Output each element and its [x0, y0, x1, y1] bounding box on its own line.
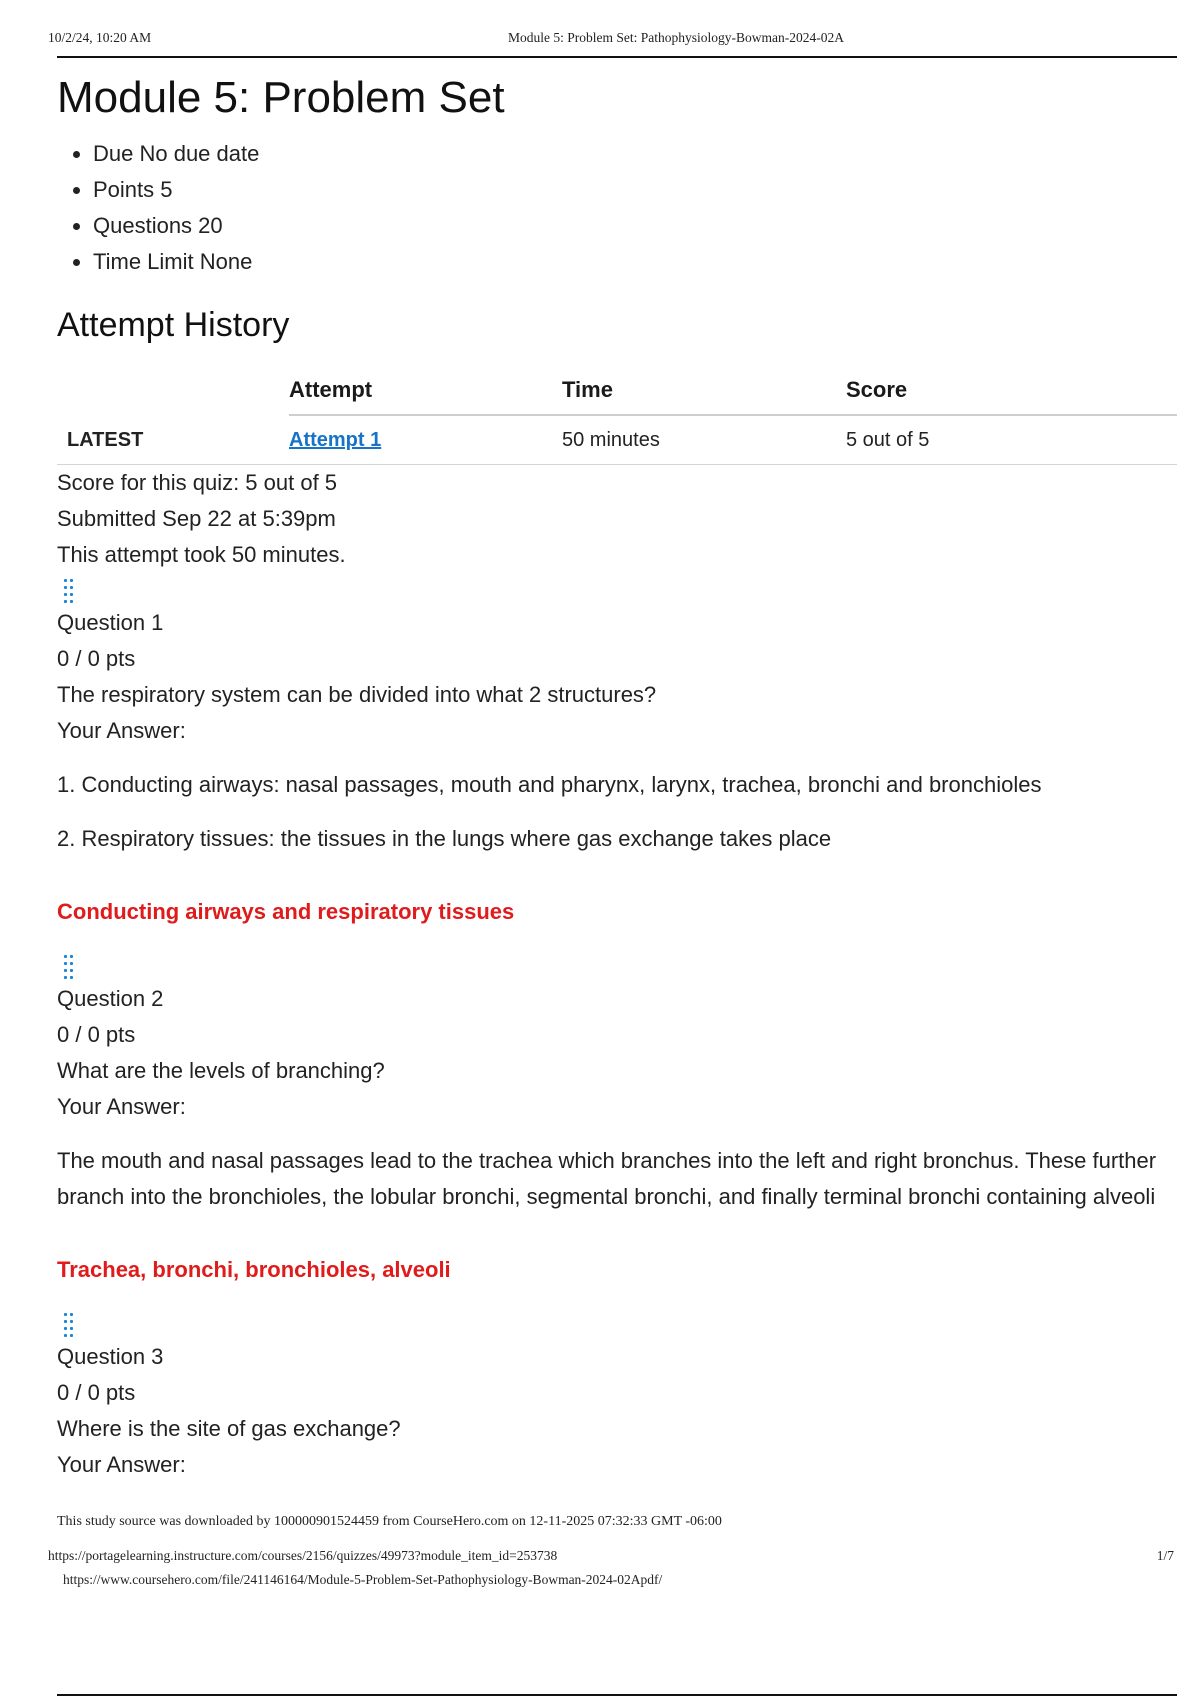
source-url[interactable]: https://www.coursehero.com/file/241146164/Module-5-Problem-Set-Pathophysiology-Bowman-2024-02Apdf/ — [63, 1572, 663, 1587]
answer-paragraph: 1. Conducting airways: nasal passages, mouth and pharynx, larynx, trachea, bronchi and bronchioles — [57, 772, 1042, 797]
attempt-link[interactable]: Attempt 1 — [289, 428, 382, 451]
question-prompt: The respiratory system can be divided into what 2 structures? — [57, 682, 657, 707]
correct-answer: Conducting airways and respiratory tissues — [57, 899, 515, 924]
table-row — [57, 415, 1177, 465]
correct-answer: Trachea, bronchi, bronchioles, alveoli — [57, 1257, 451, 1282]
attempt-history-title: Attempt History — [57, 306, 290, 344]
question-label: Question 2 — [57, 986, 164, 1011]
download-notice: This study source was downloaded by 100000901524459 from CourseHero.com on 12-11-2025 07:32:33 GMT -06:00 — [57, 1514, 722, 1529]
meta-questions: • Questions 20 — [93, 208, 1177, 244]
print-datetime: 10/2/24, 10:20 AM — [48, 30, 152, 45]
question-label: Question 3 — [57, 1344, 164, 1369]
page-url[interactable]: https://portagelearning.instructure.com/courses/2156/quizzes/49973?module_item_id=253738 — [48, 1548, 558, 1563]
question-1 — [57, 579, 1177, 927]
quiz-score: Score for this quiz: 5 out of 5 — [57, 470, 338, 495]
latest-tag: LATEST — [57, 415, 289, 465]
question-label: Question 1 — [57, 610, 164, 635]
page-number: 1/7 — [1156, 1548, 1174, 1563]
attempt-duration: This attempt took 50 minutes. — [57, 542, 346, 567]
table-header-row — [57, 366, 1177, 415]
your-answer-label: Your Answer: — [57, 1452, 186, 1477]
column-header-score: Score — [846, 366, 1177, 415]
score-cell: 5 out of 5 — [846, 415, 1177, 465]
time-cell: 50 minutes — [562, 415, 846, 465]
question-prompt: Where is the site of gas exchange? — [57, 1416, 401, 1441]
quiz-meta-list — [57, 136, 1177, 280]
header-divider — [57, 56, 1177, 58]
meta-time-limit: • Time Limit None — [93, 244, 1177, 280]
quiz-content — [57, 72, 1177, 1483]
attempt-history-table — [57, 366, 1177, 465]
print-header — [48, 30, 1176, 50]
answer-paragraph: The mouth and nasal passages lead to the trachea which branches into the left and right bronchus. These further branch into the bronchioles, the lobular bronchi, segmental bronchi, and finally terminal bronchi containing alveoli — [57, 1148, 1157, 1209]
question-points: 0 / 0 pts — [57, 1380, 136, 1405]
your-answer-label: Your Answer: — [57, 718, 186, 743]
drag-handle-icon[interactable] — [64, 579, 76, 603]
attempt-cell — [289, 415, 562, 465]
question-points: 0 / 0 pts — [57, 646, 136, 671]
question-points: 0 / 0 pts — [57, 1022, 136, 1047]
meta-due: • Due No due date — [93, 136, 1177, 172]
your-answer-label: Your Answer: — [57, 1094, 186, 1119]
column-header-blank — [57, 366, 289, 415]
column-header-attempt: Attempt — [289, 366, 562, 415]
answer-paragraph: 2. Respiratory tissues: the tissues in the lungs where gas exchange takes place — [57, 826, 832, 851]
submitted-date: Submitted Sep 22 at 5:39pm — [57, 506, 336, 531]
question-3 — [57, 1313, 1177, 1483]
question-2 — [57, 955, 1177, 1285]
page-title: Module 5: Problem Set — [57, 73, 505, 122]
print-doc-title: Module 5: Problem Set: Pathophysiology-Bowman-2024-02A — [508, 30, 844, 45]
drag-handle-icon[interactable] — [64, 955, 76, 979]
footer-divider — [57, 1694, 1177, 1696]
column-header-time: Time — [562, 366, 846, 415]
meta-points: • Points 5 — [93, 172, 1177, 208]
drag-handle-icon[interactable] — [64, 1313, 76, 1337]
question-prompt: What are the levels of branching? — [57, 1058, 385, 1083]
